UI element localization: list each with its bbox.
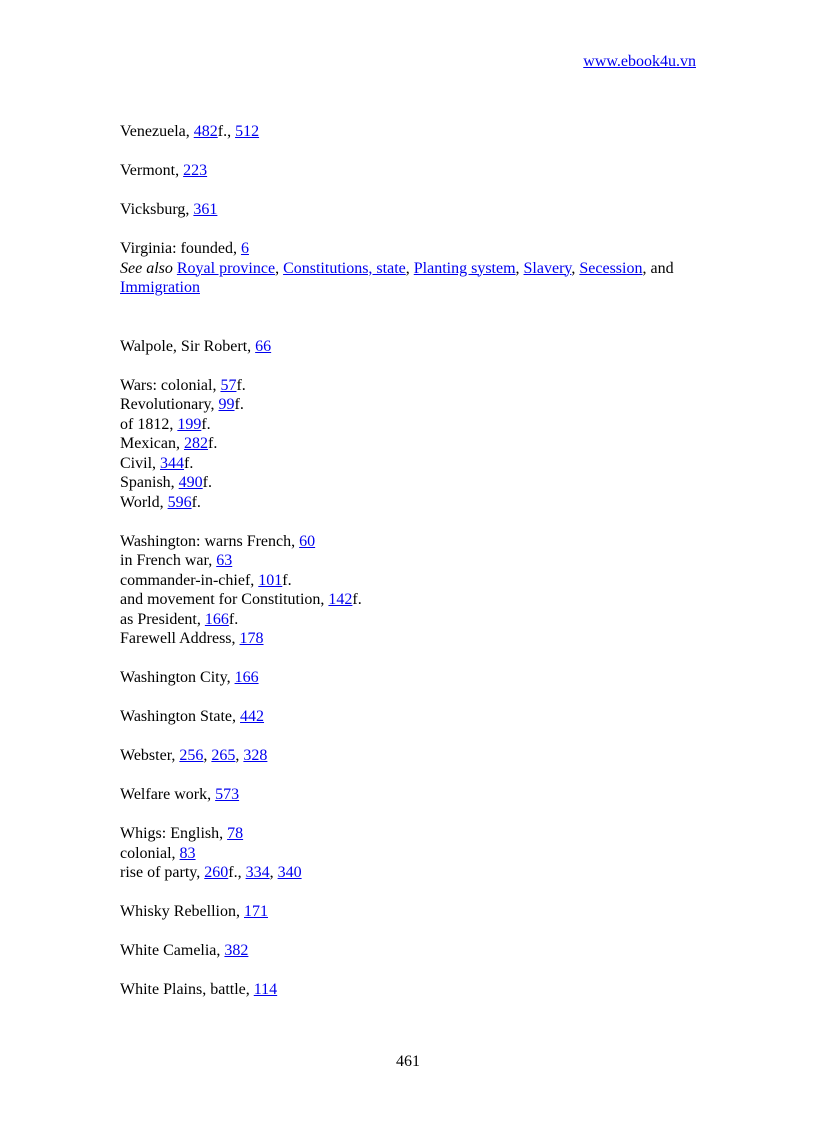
page-reference-link[interactable]: 57 <box>220 376 237 394</box>
index-line <box>120 902 700 922</box>
index-text: Washington: warns French, <box>120 532 300 550</box>
index-line <box>120 863 700 883</box>
index-text: f. <box>236 376 246 394</box>
index-entry <box>120 902 700 922</box>
index-text: f., <box>228 864 246 881</box>
index-text: Vermont, <box>120 162 184 179</box>
page-reference-link[interactable]: 361 <box>193 201 218 218</box>
index-text: f. <box>202 474 212 491</box>
index-line <box>120 590 700 610</box>
page-reference-link[interactable]: 171 <box>243 903 268 920</box>
index-line <box>120 746 700 766</box>
page-reference-link[interactable]: 166 <box>234 669 259 686</box>
index-text: , <box>235 747 244 764</box>
index-entry <box>120 532 700 649</box>
index-text: rise of party, <box>120 864 205 881</box>
index-text: Spanish, <box>120 474 179 491</box>
index-text: Welfare work, <box>120 786 216 803</box>
index-text: Walpole, Sir Robert, <box>120 337 256 355</box>
index-text: f. <box>234 396 244 413</box>
page-reference-link[interactable]: Constitutions, state <box>283 259 406 277</box>
index-text: f. <box>184 454 194 472</box>
index-text: f. <box>191 493 201 511</box>
page-reference-link[interactable]: 260 <box>204 864 229 881</box>
page-reference-link[interactable]: 328 <box>243 747 268 764</box>
index-text: White Plains, battle, <box>120 981 254 998</box>
page-reference-link[interactable]: 223 <box>183 162 208 179</box>
page-reference-link[interactable]: 6 <box>240 240 249 257</box>
index-line <box>120 395 700 415</box>
page-reference-link[interactable]: Secession <box>579 259 643 277</box>
index-text: f. <box>228 610 239 628</box>
index-text: Civil, <box>120 454 161 472</box>
index-text: Wars: colonial, <box>120 376 221 394</box>
page-reference-link[interactable]: 256 <box>179 747 204 764</box>
page-reference-link[interactable]: 382 <box>224 942 249 959</box>
index-text: f. <box>282 571 292 589</box>
page-reference-link[interactable]: 340 <box>277 864 302 881</box>
index-text: , <box>275 259 284 277</box>
index-entry <box>120 668 700 688</box>
index-text: , <box>515 259 524 277</box>
site-link[interactable]: www.ebook4u.vn <box>583 53 696 70</box>
index-text: Farewell Address, <box>120 630 240 647</box>
index-text: of 1812, <box>120 415 178 433</box>
index-line <box>120 454 700 474</box>
index-text: Revolutionary, <box>120 396 219 413</box>
page-reference-link[interactable]: 78 <box>227 825 244 842</box>
index-text: Mexican, <box>120 435 184 452</box>
page-reference-link[interactable]: 512 <box>235 123 260 140</box>
index-text: , and <box>642 259 674 277</box>
index-text: Vicksburg, <box>120 201 194 218</box>
index-line <box>120 239 700 259</box>
page-reference-link[interactable]: Slavery <box>523 259 572 277</box>
index-text: Washington City, <box>120 669 235 686</box>
index-line <box>120 824 700 844</box>
index-line <box>120 785 700 805</box>
page-reference-link[interactable]: 60 <box>299 532 316 550</box>
index-line <box>120 571 700 591</box>
index-text: f. <box>207 435 218 452</box>
index-line <box>120 941 700 961</box>
page-reference-link[interactable]: 265 <box>211 747 236 764</box>
index-line <box>120 337 700 357</box>
index-line <box>120 415 700 435</box>
index-line <box>120 493 700 513</box>
index-line <box>120 278 700 298</box>
page-reference-link[interactable]: 178 <box>239 630 264 647</box>
page-reference-link[interactable]: 101 <box>258 571 283 589</box>
page-reference-link[interactable]: Planting system <box>413 259 516 277</box>
index-entry <box>120 337 700 357</box>
index-line <box>120 610 700 630</box>
page-reference-link[interactable]: 63 <box>216 552 233 569</box>
index-line <box>120 473 700 493</box>
index-entry <box>120 824 700 883</box>
index-entry <box>120 941 700 961</box>
page-number: 461 <box>396 1053 420 1070</box>
index-text: Whisky Rebellion, <box>120 903 244 920</box>
index-entry <box>120 200 700 220</box>
index-line <box>120 259 700 279</box>
index-entry <box>120 122 700 142</box>
index-line <box>120 376 700 396</box>
page-reference-link[interactable]: 596 <box>167 493 192 511</box>
page-reference-link[interactable]: 573 <box>215 786 240 803</box>
page-reference-link[interactable]: Immigration <box>120 279 200 296</box>
index-entry <box>120 376 700 513</box>
page-reference-link[interactable]: 344 <box>160 454 185 472</box>
section-gap <box>120 317 700 337</box>
index-line <box>120 629 700 649</box>
index-text: White Camelia, <box>120 942 225 959</box>
index-entry <box>120 785 700 805</box>
page-reference-link[interactable]: 142 <box>328 591 353 608</box>
index-text: in French war, <box>120 552 217 569</box>
index-text: Webster, <box>120 747 180 764</box>
index-line <box>120 980 700 1000</box>
index-entry <box>120 707 700 727</box>
index-entry <box>120 746 700 766</box>
index-line <box>120 434 700 454</box>
index-text: , <box>269 864 278 881</box>
index-text: f., <box>217 123 236 140</box>
page-reference-link[interactable]: 490 <box>178 474 203 491</box>
index-entries <box>120 122 700 1019</box>
index-line <box>120 668 700 688</box>
page-reference-link[interactable]: 114 <box>253 981 278 998</box>
index-text: Washington State, <box>120 708 241 725</box>
index-line <box>120 200 700 220</box>
index-text: , <box>405 259 414 277</box>
page-reference-link[interactable]: Royal province <box>176 259 276 277</box>
see-also-label: See also <box>120 259 173 277</box>
page-reference-link[interactable]: 166 <box>204 610 229 628</box>
index-text: , <box>203 747 212 764</box>
index-text: Virginia: founded, <box>120 240 241 257</box>
index-text: and movement for Constitution, <box>120 591 329 608</box>
index-line <box>120 844 700 864</box>
page-reference-link[interactable]: 442 <box>240 708 265 725</box>
page-reference-link[interactable]: 334 <box>245 864 270 881</box>
index-entry <box>120 980 700 1000</box>
index-text: colonial, <box>120 844 180 862</box>
index-text: Venezuela, <box>120 123 194 140</box>
index-entry <box>120 161 700 181</box>
index-entry <box>120 239 700 298</box>
index-line <box>120 161 700 181</box>
index-line <box>120 551 700 571</box>
page-reference-link[interactable]: 199 <box>177 415 202 433</box>
index-text: , <box>571 259 580 277</box>
page-reference-link[interactable]: 99 <box>218 396 235 413</box>
index-text: World, <box>120 493 168 511</box>
index-text: as President, <box>120 610 205 628</box>
page-reference-link[interactable]: 66 <box>255 337 272 355</box>
index-text: f. <box>352 591 362 608</box>
index-line <box>120 122 700 142</box>
page-reference-link[interactable]: 282 <box>183 435 208 452</box>
index-text: Whigs: English, <box>120 825 228 842</box>
index-line <box>120 707 700 727</box>
page-reference-link[interactable]: 83 <box>179 844 196 862</box>
index-text: commander-in-chief, <box>120 571 259 589</box>
index-line <box>120 532 700 552</box>
page-reference-link[interactable]: 482 <box>193 123 218 140</box>
index-text: f. <box>201 415 211 433</box>
